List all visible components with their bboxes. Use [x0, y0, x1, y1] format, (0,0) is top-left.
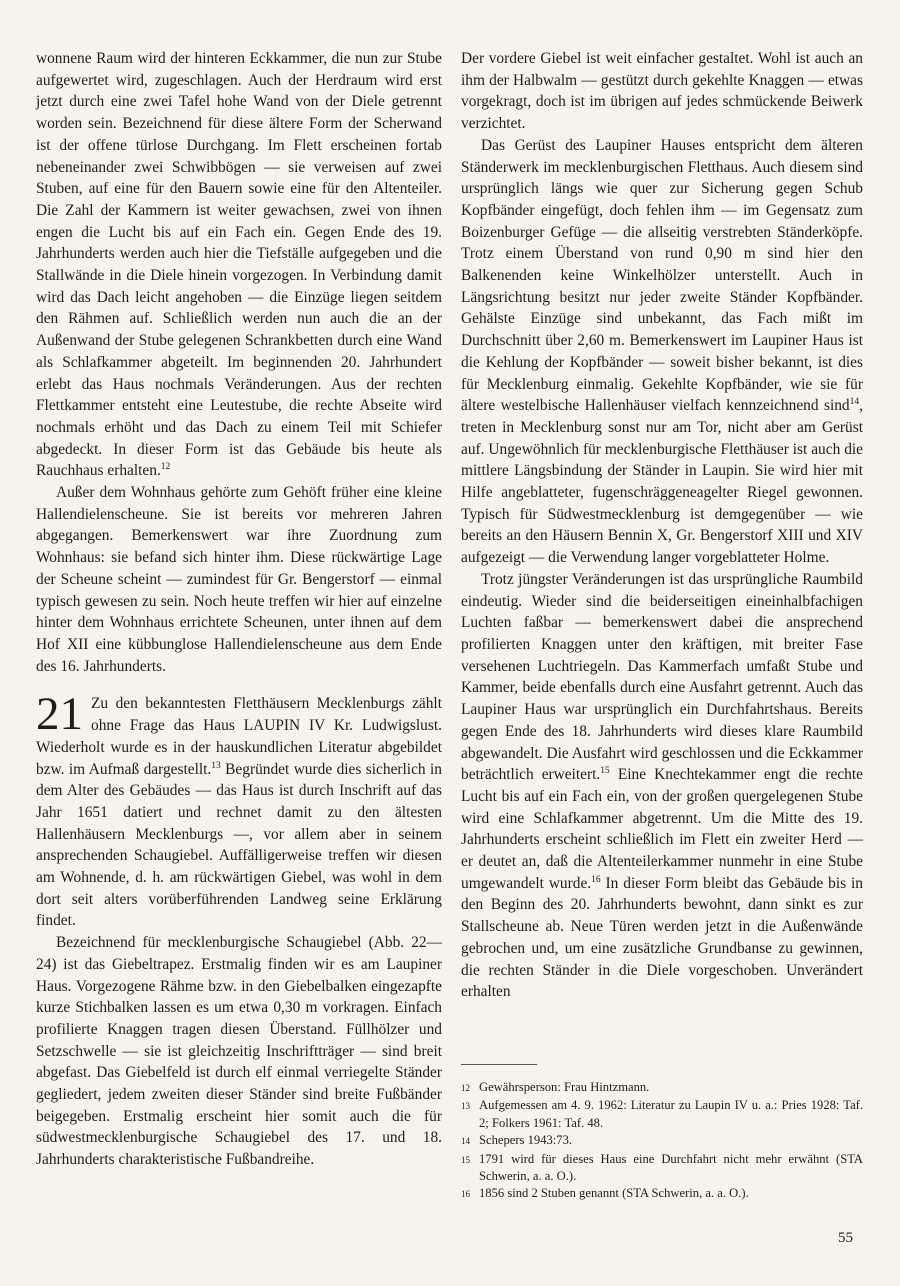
- paragraph: Außer dem Wohnhaus gehörte zum Gehöft früher eine kleine Hallendielenscheune. Sie ist bereits vor mehreren Jahren abgegangen. Bemerkenswert war ihre Zuordnung zum Wohnhaus: sie befand sich hinter ihm. Diese rückwärtige Lage der Scheune scheint — zumindest für Gr. Bengerstorf — einmal typisch gewesen zu sein. Noch heute treffen wir hier auf einzelne hinter dem Wohnhaus errichtete Scheunen, unter ihnen auf dem Hof XII eine kübbunglose Hallendielenscheune aus dem Ende des 16. Jahrhunderts.: [36, 484, 442, 675]
- footnote: [461, 1097, 863, 1132]
- paragraph: wonnene Raum wird der hinteren Eckkammer, die nun zur Stube aufgewertet wird, zugeschlagen. Auch der Herdraum wird erst jetzt durch eine zwei Tafel hohe Wand von der Diele getrennt worden sein. Bezeichnend für diese ältere Form der Scherwand ist der offene türlose Durchgang. Im Flett erscheinen fortab nebeneinander zwei Schwibbögen — sie verweisen auf zwei Stuben, auf eine für den Bauern sowie eine für den Altenteiler. Die Zahl der Kammern ist weiter gewachsen, zwei von ihnen engen die Lucht bis auf ein Fach ein. Gegen Ende des 19. Jahrhunderts werden auch hier die Tiefställe aufgegeben und die Stallwände in die Diele hinein vorgezogen. In Verbindung damit wird das Dach leicht angehoben — die Einzüge liegen seitdem den Rähmen auf. Schließlich werden nun auch die an der Außenwand der Stube gelegenen Schrankbetten durch eine Wand als Schlafkammer abgeteilt. Im beginnenden 20. Jahrhundert erlebt das Haus nochmals Veränderungen. Aus der rechten Flettkammer entsteht eine Leutestube, die rechte Abseite wird nochmals erhöht und das Dach zu einem Teil mit Schiefer abgedeckt. In dieser Form ist das Gebäude bis heute als Rauchhaus erhalten.$^{12}$: [36, 50, 442, 480]
- footnote-number: 13: [461, 1101, 470, 1112]
- footnote-number: 14: [461, 1136, 470, 1147]
- page-number: 55: [838, 1230, 853, 1246]
- right-column: [461, 48, 863, 1003]
- footnotes: [461, 1079, 863, 1204]
- paragraph: Der vordere Giebel ist weit einfacher gestaltet. Wohl ist auch an ihm der Halbwalm — gestützt durch gekehlte Knaggen — etwas vorgekragt, doch ist im übrigen auf jedes schmückende Beiwerk verzichtet.: [461, 50, 863, 133]
- footnote-text: Schepers 1943:73.: [479, 1133, 573, 1148]
- footnote-number: 12: [461, 1083, 470, 1093]
- footnote-ref: 15: [600, 766, 610, 777]
- footnote-divider: [461, 1064, 537, 1065]
- footnote-text: Gewährsperson: Frau Hintzmann.: [479, 1080, 650, 1094]
- paragraph: Das Gerüst des Laupiner Hauses entspricht dem älteren Ständerwerk im mecklenburgischen Fletthaus. Auch diesem sind ursprünglich längs wie quer zur Sicherung gegen Schub Kopfbänder eingefügt, doch fehlen ihm — im Gegensatz zum Boizenburger Gefüge — die allseitig verstrebten Ständerköpfe. Trotz einem Überstand von rund 0,90 m sind hier den Balkenenden keine Winkelhölzer unterstellt. Auch in Längsrichtung besitzt nur jeder zweite Ständer Kopfbänder. Gehälste Einzüge sind unbekannt, das Fach mißt im Durchschnitt über 2,60 m. Bemerkenswert im Laupiner Haus ist die Kehlung der Kopfbänder — soweit bisher bekannt, ist dies für Mecklenburg einmalig. Gekehlte Kopfbänder, wie sie für ältere westelbische Hallenhäuser vielfach kennzeichnend sind$^{14}$, treten in Mecklenburg sonst nur am Tor, nicht aber am Gerüst auf. Ungewöhnlich für mecklenburgische Fletthäuser ist auch die mittlere Längsbindung der Ständer in Laupin. Sie wird hier mit Hilfe angeblatteter, fugenschräggeneagelter Riegel gewonnen. Typisch für Südwestmecklenburg ist demgegenüber — wie bereits an den Häusern Bennin X, Gr. Bengerstorf XIII und XIV aufgezeigt — die Verwendung langer vorgeblatteter Holme.: [461, 136, 863, 567]
- footnote-number: 15: [461, 1154, 470, 1165]
- footnote: [461, 1079, 863, 1097]
- footnote-number: 16: [461, 1189, 470, 1200]
- section-21: [36, 688, 442, 932]
- footnote-ref: 16: [591, 874, 601, 885]
- footnote: [461, 1151, 863, 1186]
- footnote-text: Aufgemessen am 4. 9. 1962: Literatur zu Laupin IV u. a.: Pries 1928: Taf. 2; Folkers 1961: Taf. 48.: [479, 1098, 863, 1130]
- footnote: [461, 1132, 863, 1150]
- paragraph: Zu den bekanntesten Fletthäusern Mecklenburgs zählt ohne Frage das Haus LAUPIN IV Kr. Ludwigslust. Wiederholt wurde es in der hauskundlichen Literatur abgebildet bzw. im Aufmaß dargestellt.$^{13}$ Begründet wurde dies sicherlich in dem Alter des Gebäudes — das Haus ist durch Inschrift auf das Jahr 1651 datiert und rechnet damit zu den ältesten Hallenhäusern Mecklenburgs —, vor allem aber in seinem ansprechenden Schaugiebel. Auffälligerweise treffen wir diesen am Wohnende, d. h. am rückwärtigen Giebel, was wohl in dem dort seit alters vorüberführenden Landweg seine Erklärung findet.: [36, 695, 442, 930]
- footnote-text: 1856 sind 2 Stuben genannt (STA Schwerin, a. a. O.).: [479, 1186, 749, 1201]
- footnote-text: 1791 wird für dieses Haus eine Durchfahrt nicht mehr erwähnt (STA Schwerin, a. a. O.).: [479, 1151, 863, 1184]
- footnote-ref: 14: [849, 397, 860, 408]
- section-number: 21: [36, 688, 83, 741]
- footnote-ref: 13: [211, 760, 221, 771]
- paragraph: Trotz jüngster Veränderungen ist das ursprüngliche Raumbild eindeutig. Wieder sind die beiderseitigen eineinhalbfachigen Luchten faßbar — bemerkenswert dabei die ansprechend profilierten Knaggen unter den kräftigen, mit breiter Fase versehenen Luchtriegeln. Das Kammerfach umfaßt Stube und Kammer, beide ebenfalls durch eine Ausfahrt getrennt. Auch das Laupiner Haus war ursprünglich ein Durchfahrtshaus. Bereits gegen Ende des 18. Jahrhunderts wird dieses klare Raumbild abgewandelt. Die Ausfahrt wird geschlossen und die Eckkammer beträchtlich erweitert.$^{15}$ Eine Knechtekammer engt die rechte Lucht bis auf ein Fach ein, von der großen quergelegenen Stube wird eine Schlafkammer abgetrennt. Um die Mitte des 19. Jahrhunderts erscheint schließlich im Flett ein zweiter Herd — er deutet an, daß die Altenteilerkammer nunmehr in eine Stube umgewandelt wurde.$^{16}$ In dieser Form bleibt das Gebäude bis in den Beginn des 20. Jahrhunderts bewohnt, dann sinkt es zur Stallscheune ab. Neue Türen werden jetzt in die Außenwände gebrochen und, um eine zusätzliche Grundbanse zu gewinnen, die rechten Ständer in die Diele vorgeschoben. Unverändert erhalten: [461, 570, 863, 1001]
- left-column: [36, 48, 442, 1171]
- paragraph: Bezeichnend für mecklenburgische Schaugiebel (Abb. 22—24) ist das Giebeltrapez. Erstmalig finden wir es am Laupiner Haus. Vorgezogene Rähme bzw. in den Giebelbalken eingezapfte kurze Stichbalken lassen es um etwa 0,30 m vorkragen. Einfach profilierte Knaggen tragen diesen Überstand. Füllhölzer und Setzschwelle — sie ist gleichzeitig Inschriftträger — sind breit abgefast. Das Giebelfeld ist durch elf einmal verriegelte Ständer gegliedert, jedem zweiten dieser Ständer sind breite Fußbänder beigegeben. Erstmalig erscheint hier somit auch die für südwestmecklenburgische Schaugiebel des 17. und 18. Jahrhunderts charakteristische Fußbandreihe.: [36, 934, 442, 1169]
- footnote-ref: 12: [160, 462, 171, 473]
- footnote: [461, 1185, 863, 1203]
